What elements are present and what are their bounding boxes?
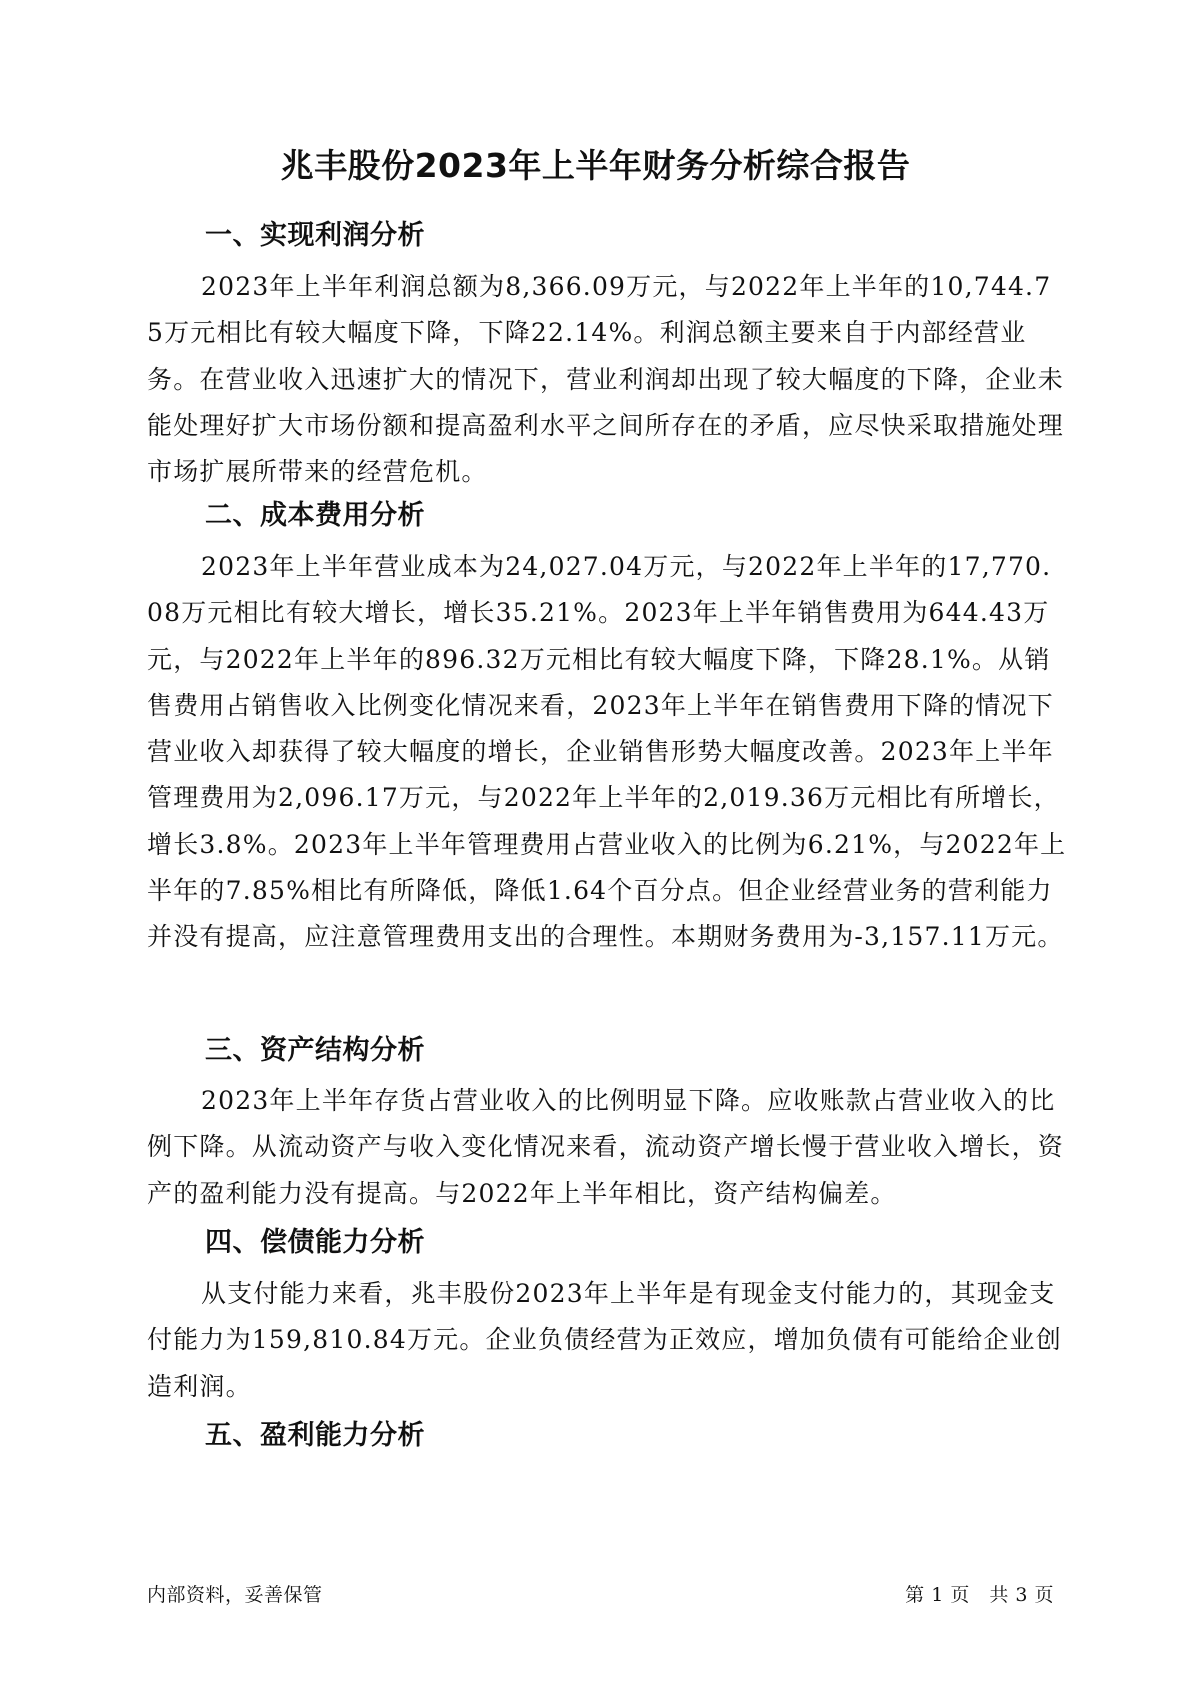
footer-page-indicator: 第 1 页 共 3 页 (905, 1584, 1054, 1606)
footer-confidential-note: 内部资料，妥善保管 (147, 1584, 323, 1606)
section-heading-profitability: 五、盈利能力分析 (205, 1420, 425, 1451)
section-body-cost: 2023年上半年营业成本为24,027.04万元，与2022年上半年的17,770.08万元相比有较大增长，增长35.21%。2023年上半年销售费用为644.43万元，与2022年上半年的896.32万元相比有较大幅度下降，下降28.1%。从销售费用占销售收入比例变化情况来看，2023年上半年在销售费用下降的情况下营业收入却获得了较大幅度的增长，企业销售形势大幅度改善。2023年上半年管理费用为2,096.17万元，与2022年上半年的2,019.36万元相比有所增长，增长3.8%。2023年上半年管理费用占营业收入的比例为6.21%，与2022年上半年的7.85%相比有所降低，降低1.64个百分点。但企业经营业务的营利能力并没有提高，应注意管理费用支出的合理性。本期财务费用为-3,157.11万元。 (147, 552, 1067, 952)
section-body-solvency: 从支付能力来看，兆丰股份2023年上半年是有现金支付能力的，其现金支付能力为159,810.84万元。企业负债经营为正效应，增加负债有可能给企业创造利润。 (147, 1279, 1062, 1401)
section-body-profit: 2023年上半年利润总额为8,366.09万元，与2022年上半年的10,744.75万元相比有较大幅度下降，下降22.14%。利润总额主要来自于内部经营业务。在营业收入迅速扩大的情况下，营业利润却出现了较大幅度的下降，企业未能处理好扩大市场份额和提高盈利水平之间所存在的矛盾，应尽快采取措施处理市场扩展所带来的经营危机。 (147, 272, 1065, 487)
section-heading-cost: 二、成本费用分析 (205, 500, 425, 531)
section-body-assets: 2023年上半年存货占营业收入的比例明显下降。应收账款占营业收入的比例下降。从流动资产与收入变化情况来看，流动资产增长慢于营业收入增长，资产的盈利能力没有提高。与2022年上半年相比，资产结构偏差。 (147, 1086, 1065, 1208)
section-heading-assets: 三、资产结构分析 (205, 1035, 425, 1066)
document-title: 兆丰股份2023年上半年财务分析综合报告 (280, 146, 911, 185)
section-heading-profit: 一、实现利润分析 (205, 220, 425, 251)
section-heading-solvency: 四、偿债能力分析 (205, 1227, 425, 1258)
